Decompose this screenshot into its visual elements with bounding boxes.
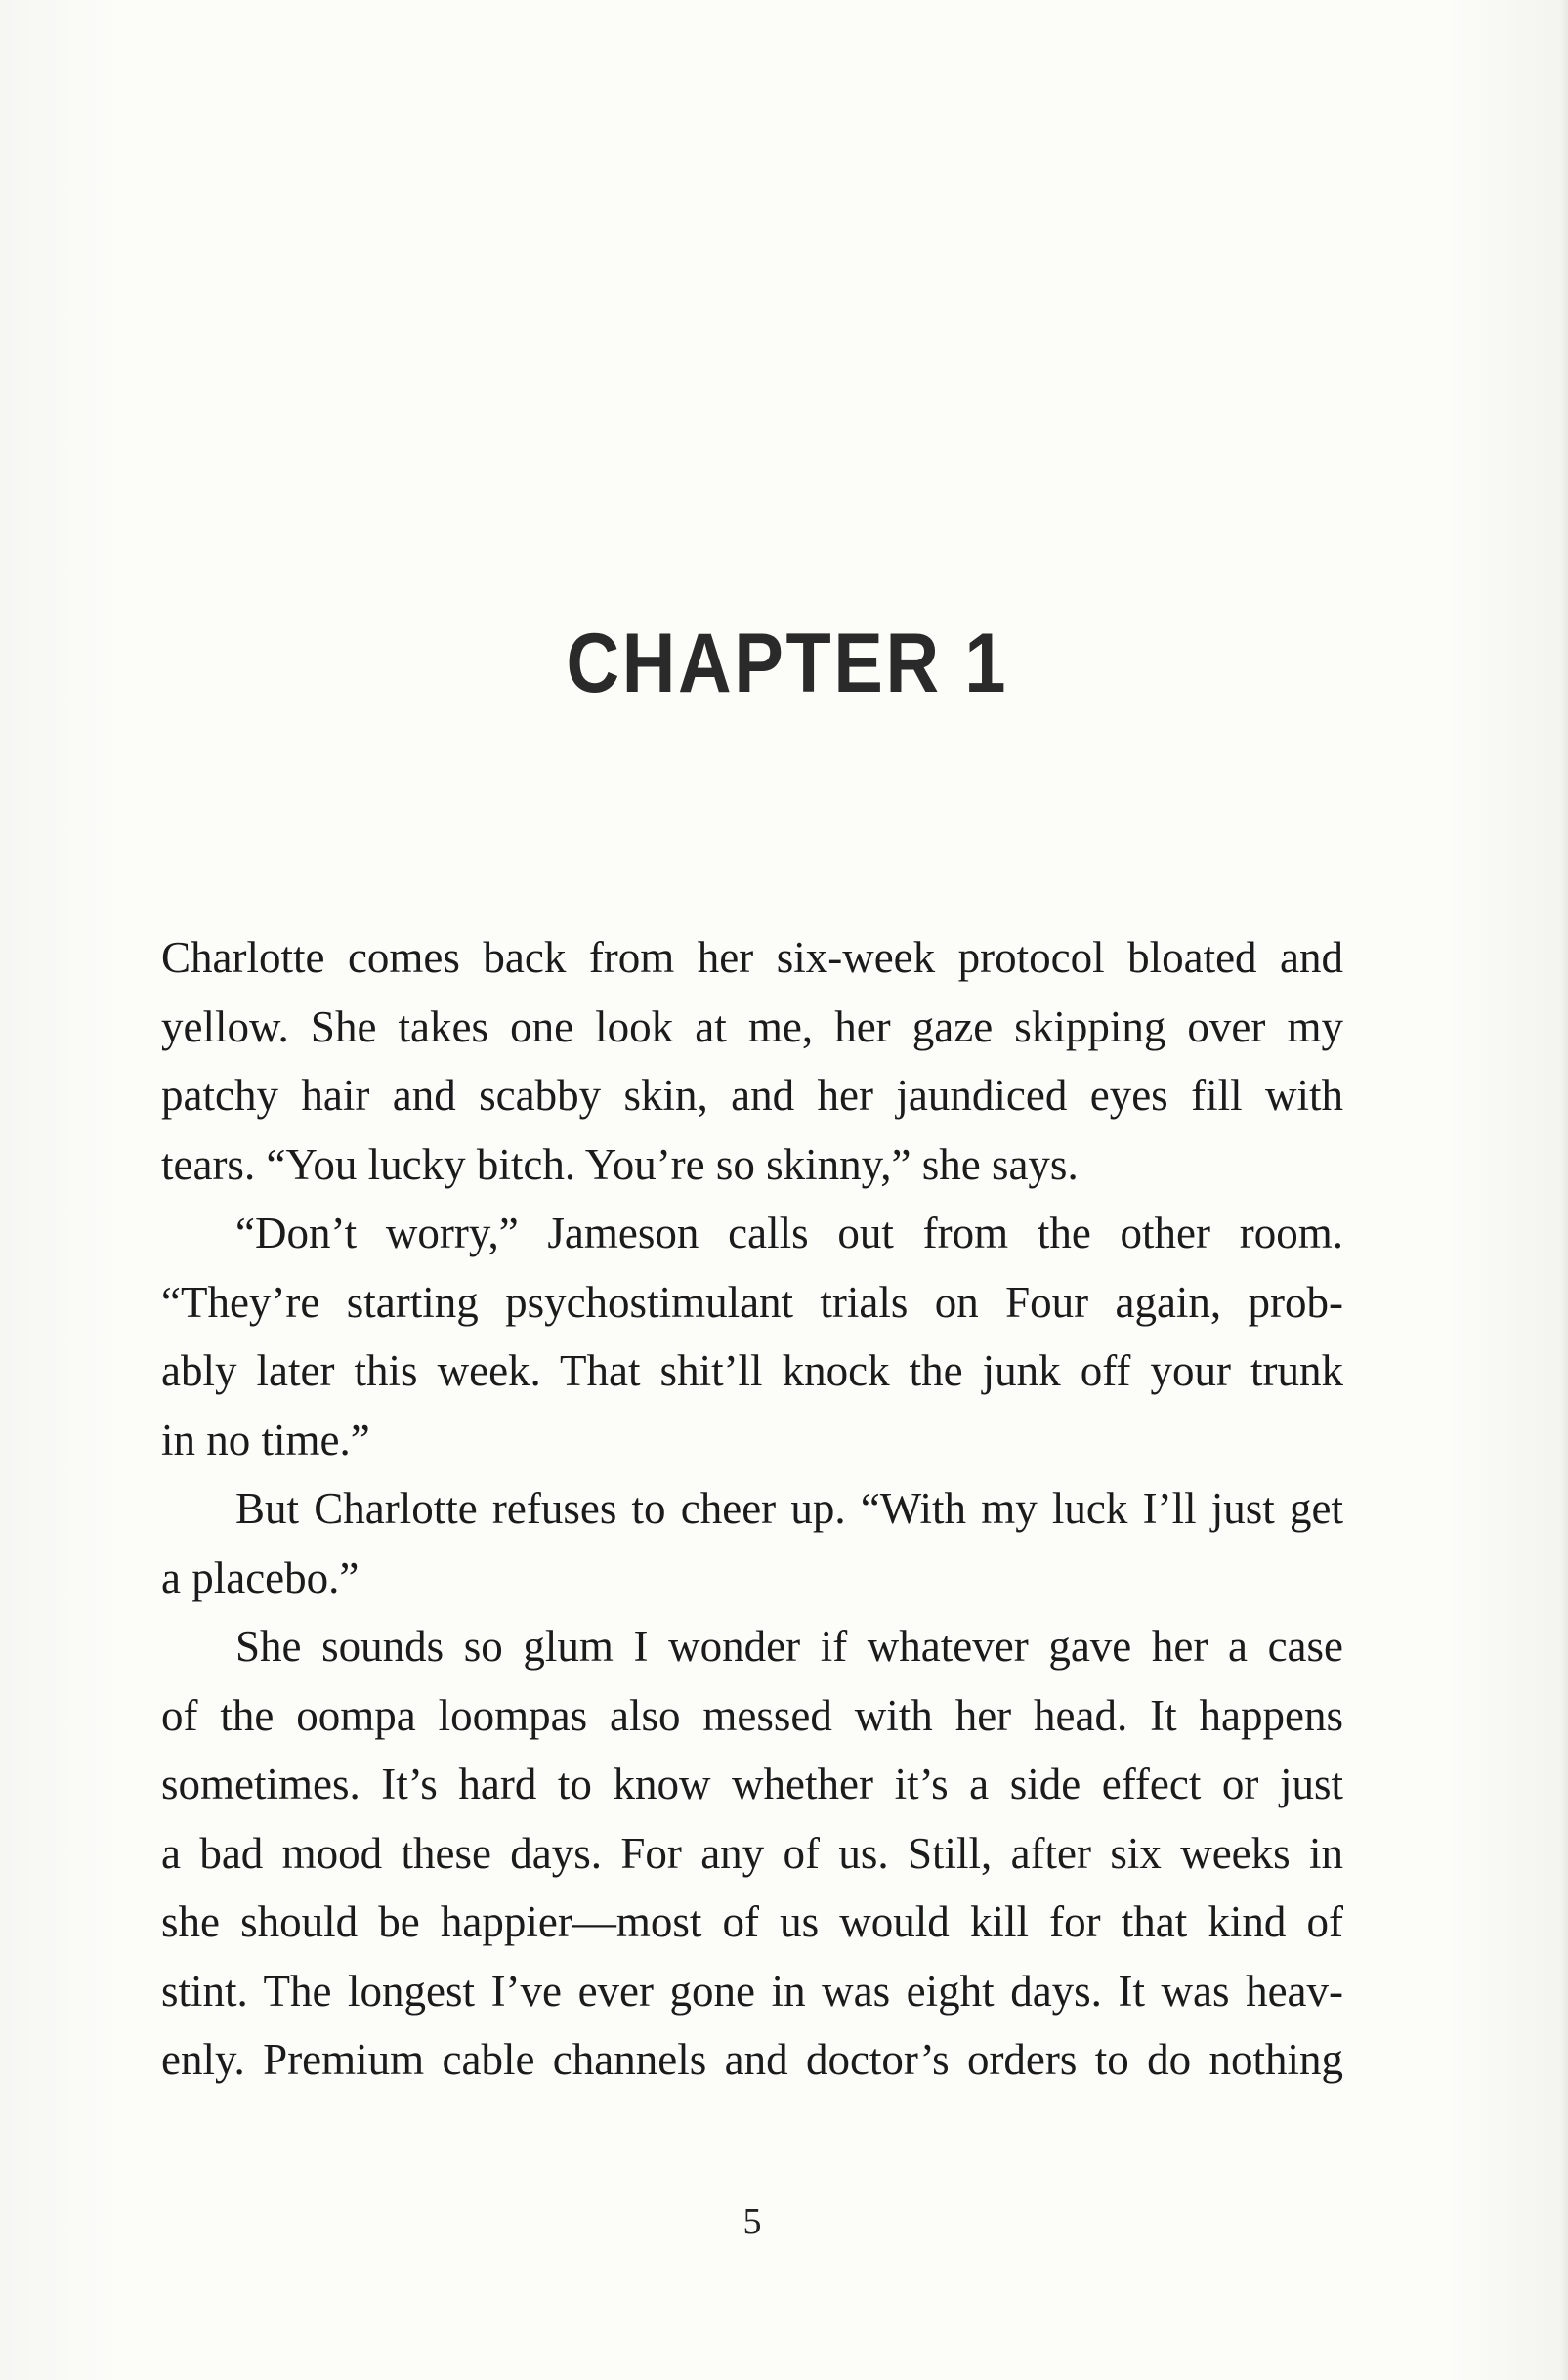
text-line: yellow. She takes one look at me, her gaze skipping over my (161, 1001, 1343, 1051)
text-line: tears. “You lucky bitch. You’re so skinny,” she says. (161, 1139, 1079, 1189)
text-line: patchy hair and scabby skin, and her jaundiced eyes fill with (161, 1071, 1343, 1120)
text-line: stint. The longest I’ve ever gone in was eight days. It was heav- (161, 1966, 1343, 2016)
text-line: a bad mood these days. For any of us. Still, after six weeks in (161, 1828, 1343, 1878)
text-line: enly. Premium cable channels and doctor’s orders to do nothing (161, 2035, 1343, 2084)
text-line: in no time.” (161, 1415, 370, 1465)
text-line: a placebo.” (161, 1552, 360, 1602)
text-line: ably later this week. That shit’ll knock the junk off your trunk (161, 1346, 1343, 1395)
text-line: she should be happier—most of us would kill for that kind of (161, 1897, 1343, 1946)
text-line: But Charlotte refuses to cheer up. “With my luck I’ll just get (235, 1484, 1343, 1533)
text-line: “They’re starting psychostimulant trials on Four again, prob- (161, 1277, 1343, 1327)
text-line: sometimes. It’s hard to know whether it’s a side effect or just (161, 1760, 1343, 1808)
text-line: Charlotte comes back from her six-week protocol bloated and (161, 933, 1343, 982)
page-edge-shadow (1560, 0, 1568, 2380)
chapter-title: CHAPTER 1 (566, 616, 1009, 710)
text-line: She sounds so glum I wonder if whatever gave her a case (235, 1622, 1343, 1671)
body-text (161, 923, 1343, 2095)
page-number: 5 (742, 2201, 762, 2242)
text-line: of the oompa loompas also messed with her head. It happens (161, 1690, 1343, 1740)
text-line: “Don’t worry,” Jameson calls out from the other room. (235, 1209, 1343, 1257)
